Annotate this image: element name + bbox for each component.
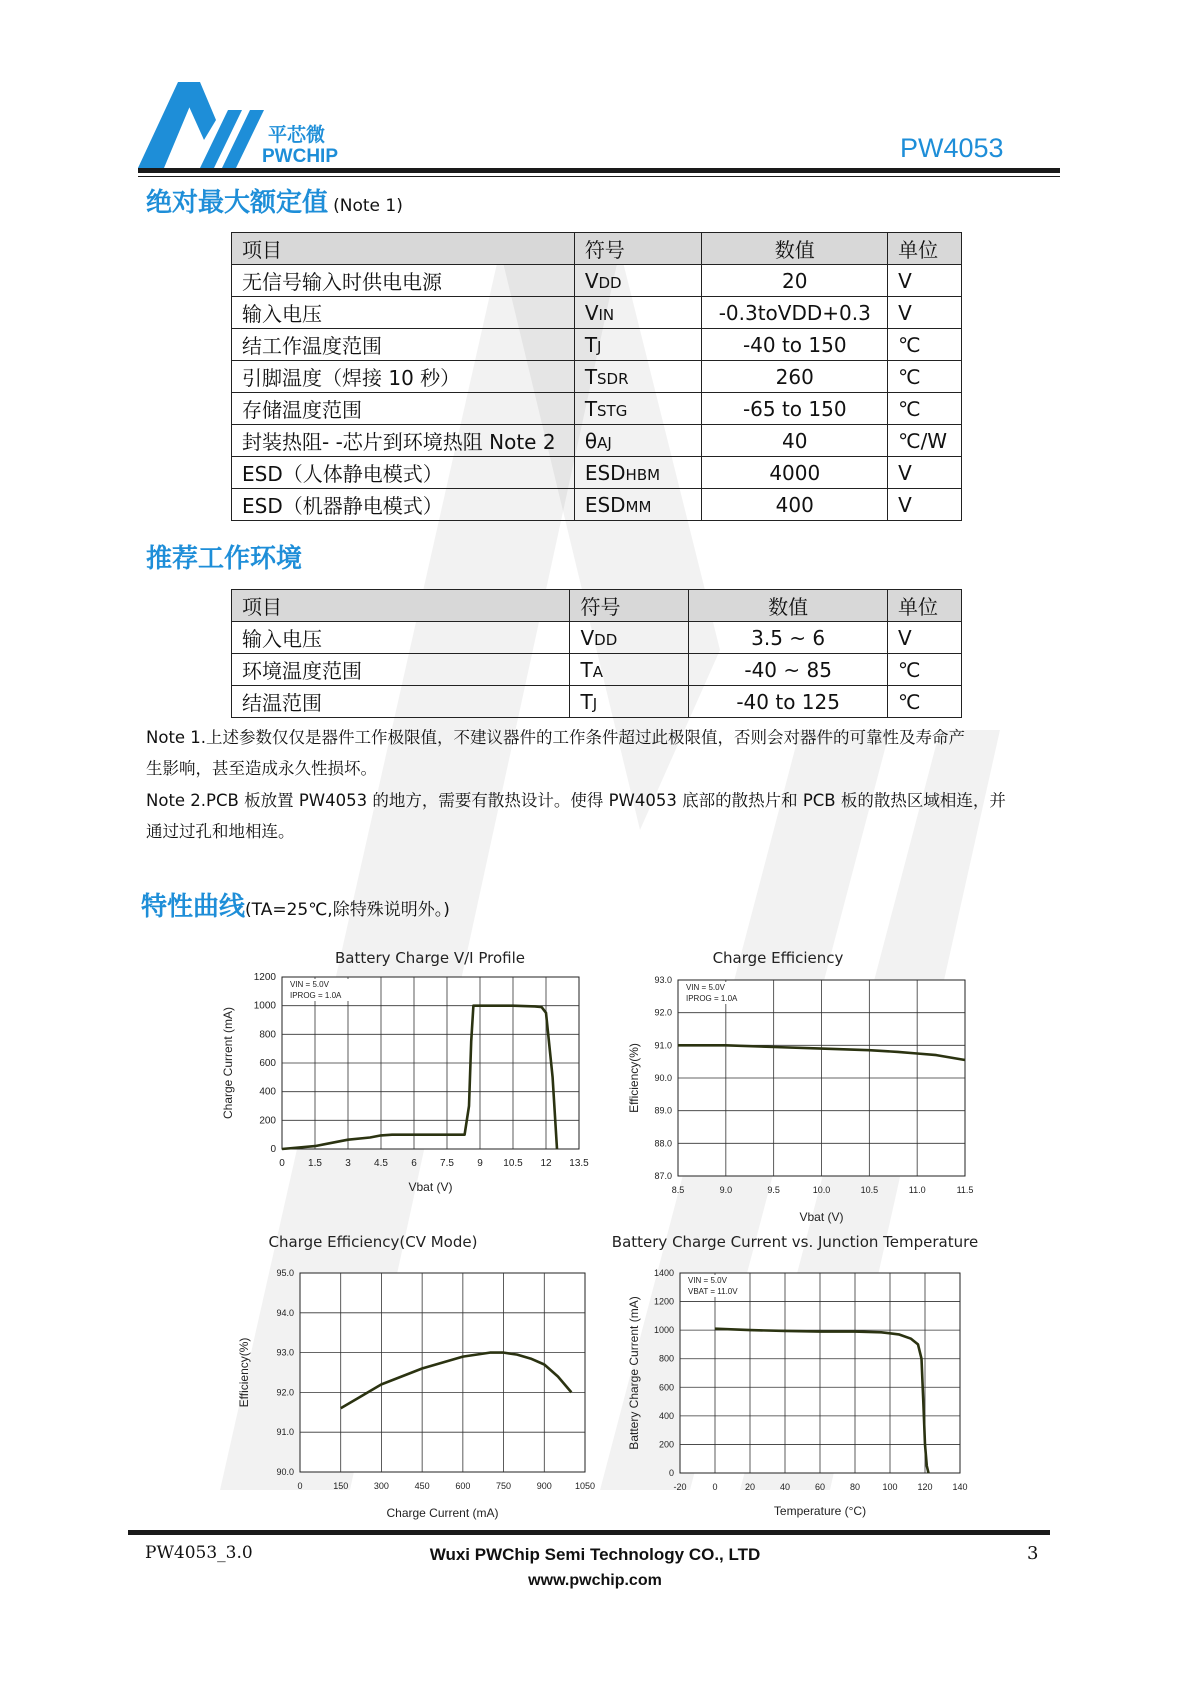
chart-efficiency-cv — [225, 1260, 610, 1530]
table-row — [232, 265, 962, 297]
cell-unit: ℃/W — [888, 425, 962, 457]
x-tick-label: 9 — [477, 1158, 483, 1169]
x-tick-label: 1050 — [574, 1481, 596, 1491]
y-tick-label: 93.0 — [654, 975, 672, 985]
rec-op-title: 推荐工作环境 — [146, 544, 303, 574]
y-tick-label: 600 — [658, 1382, 674, 1393]
x-tick-label: 20 — [744, 1482, 756, 1492]
x-tick-label: -20 — [673, 1482, 687, 1492]
annotation-text: VIN = 5.0V — [290, 980, 329, 989]
abs-max-table — [231, 232, 962, 521]
cell-symbol — [570, 654, 689, 686]
x-tick-label: 11.0 — [908, 1185, 926, 1195]
y-tick-label: 90.0 — [654, 1073, 672, 1083]
table-row — [232, 329, 962, 361]
curves-title: 特性曲线 — [141, 892, 246, 922]
x-tick-label: 120 — [917, 1482, 933, 1492]
cell-item: 环境温度范围 — [232, 654, 570, 686]
curves-subtitle: (TA=25℃,除特殊说明外。) — [245, 900, 450, 920]
y-tick-label: 1400 — [653, 1268, 674, 1278]
x-tick-label: 1.5 — [308, 1158, 322, 1169]
annotation-text: VBAT = 11.0V — [688, 1287, 738, 1296]
table-row — [232, 654, 962, 686]
company-logo — [138, 80, 268, 170]
x-tick-label: 300 — [373, 1481, 389, 1491]
chart1-title: Battery Charge V/I Profile — [334, 949, 526, 967]
cell-unit: ℃ — [888, 361, 962, 393]
chart-vi-profile — [200, 965, 600, 1225]
cell-unit: ℃ — [888, 654, 962, 686]
col-unit: 单位 — [888, 590, 962, 622]
col-symbol: 符号 — [574, 233, 702, 265]
header-rule-thin — [138, 176, 1060, 177]
col-unit: 单位 — [888, 233, 962, 265]
footer-url: www.pwchip.com — [528, 1572, 662, 1589]
cell-value: 260 — [702, 361, 888, 393]
col-item: 项目 — [232, 590, 570, 622]
x-tick-label: 150 — [333, 1481, 349, 1491]
cell-unit: V — [888, 622, 962, 654]
symbol-subscript: J — [592, 694, 598, 713]
table-row — [232, 686, 962, 718]
annotation-text: VIN = 5.0V — [688, 1276, 727, 1285]
annotation-text: VIN = 5.0V — [686, 983, 725, 992]
cell-unit: ℃ — [888, 686, 962, 718]
annotation-text: IPROG = 1.0A — [290, 991, 342, 1000]
x-tick-label: 80 — [849, 1482, 861, 1492]
cell-value: -0.3toVDD+0.3 — [702, 297, 888, 329]
x-tick-label: 0 — [297, 1481, 303, 1491]
chart3-title: Charge Efficiency(CV Mode) — [268, 1233, 478, 1251]
cell-value: -65 to 150 — [702, 393, 888, 425]
cell-item: 引脚温度（焊接 10 秒） — [232, 361, 575, 393]
symbol-main: V — [584, 268, 599, 293]
rec-op-table — [231, 589, 962, 718]
x-tick-label: 0 — [712, 1482, 718, 1492]
table-row — [232, 297, 962, 329]
note2-line1: Note 2.PCB 板放置 PW4053 的地方，需要有散热设计。使得 PW4053 底部的散热片和 PCB 板的散热区域相连，并 — [146, 791, 1006, 810]
x-tick-label: 10.5 — [860, 1185, 879, 1195]
rec-op-heading — [146, 538, 302, 575]
x-tick-label: 0 — [279, 1158, 285, 1169]
cell-unit: V — [888, 265, 962, 297]
col-value: 数值 — [689, 590, 888, 622]
y-tick-label: 0 — [270, 1144, 276, 1155]
cell-item: ESD（人体静电模式） — [232, 457, 575, 489]
cell-symbol — [574, 425, 702, 457]
chart4-title: Battery Charge Current vs. Junction Temperature — [611, 1233, 979, 1251]
x-tick-label: 10.5 — [503, 1158, 523, 1169]
cell-unit: ℃ — [888, 393, 962, 425]
x-tick-label: 11.5 — [956, 1185, 974, 1195]
x-tick-label: 450 — [414, 1481, 430, 1491]
note1-line1: Note 1.上述参数仅仅是器件工作极限值，不建议器件的工作条件超过此极限值，否则会对器件的可靠性及寿命产 — [146, 728, 966, 747]
symbol-main: V — [580, 625, 595, 650]
x-tick-label: 750 — [496, 1481, 512, 1491]
abs-max-heading — [146, 182, 403, 219]
y-tick-label: 1200 — [653, 1296, 674, 1307]
cell-value: 3.5 ~ 6 — [689, 622, 888, 654]
note2-line2: 通过过孔和地相连。 — [146, 822, 295, 841]
cell-value: -40 to 150 — [702, 329, 888, 361]
x-tick-label: 100 — [882, 1482, 898, 1492]
footer-rule — [128, 1530, 1050, 1535]
y-tick-label: 200 — [658, 1439, 674, 1450]
cell-value: 4000 — [702, 457, 888, 489]
y-tick-label: 200 — [259, 1115, 276, 1127]
cell-value: -40 ~ 85 — [689, 654, 888, 686]
footer-doc-id: PW4053_3.0 — [145, 1543, 253, 1563]
footer-page-number: 3 — [1027, 1543, 1039, 1564]
y-tick-label: 400 — [259, 1086, 276, 1098]
symbol-main: ESD — [584, 492, 626, 517]
y-tick-label: 87.0 — [654, 1171, 672, 1181]
y-tick-label: 400 — [658, 1410, 674, 1421]
y-tick-label: 95.0 — [276, 1268, 294, 1278]
table-row — [232, 393, 962, 425]
header-rule-thick — [138, 168, 1060, 173]
col-item: 项目 — [232, 233, 575, 265]
y-axis-label: Charge Current (mA) — [221, 1006, 235, 1120]
symbol-subscript: A — [592, 662, 603, 681]
y-tick-label: 800 — [259, 1029, 276, 1041]
cell-symbol — [574, 393, 702, 425]
cell-item: ESD（机器静电模式） — [232, 489, 575, 521]
col-value: 数值 — [702, 233, 888, 265]
symbol-subscript: DD — [598, 273, 622, 292]
x-tick-label: 9.0 — [719, 1185, 733, 1195]
symbol-main: T — [580, 657, 593, 682]
cell-unit: V — [888, 297, 962, 329]
table-row — [232, 425, 962, 457]
abs-max-title: 绝对最大额定值 — [146, 188, 329, 218]
cell-value: 40 — [702, 425, 888, 457]
logo-text-chinese: 平芯微 — [268, 124, 326, 146]
note1-line2: 生影响，甚至造成永久性损坏。 — [146, 759, 377, 778]
y-tick-label: 92.0 — [654, 1007, 672, 1018]
symbol-subscript: J — [597, 337, 602, 356]
y-tick-label: 800 — [658, 1353, 674, 1364]
symbol-main: T — [584, 396, 598, 421]
cell-unit: ℃ — [888, 329, 962, 361]
cell-symbol — [574, 489, 702, 521]
cell-item: 结工作温度范围 — [232, 329, 575, 361]
cell-symbol — [574, 329, 702, 361]
cell-value: -40 to 125 — [689, 686, 888, 718]
y-tick-label: 91.0 — [654, 1040, 672, 1051]
curves-heading — [141, 886, 450, 923]
x-tick-label: 60 — [814, 1482, 826, 1492]
y-tick-label: 88.0 — [654, 1138, 672, 1149]
cell-symbol — [574, 457, 702, 489]
x-tick-label: 8.5 — [671, 1185, 685, 1195]
y-tick-label: 89.0 — [654, 1105, 672, 1116]
symbol-subscript: IN — [598, 305, 615, 324]
symbol-subscript: STG — [597, 401, 628, 420]
cell-unit: V — [888, 489, 962, 521]
symbol-main: T — [580, 689, 593, 714]
x-tick-label: 6 — [411, 1158, 417, 1169]
cell-item: 输入电压 — [232, 622, 570, 654]
x-axis-label: Temperature (°C) — [773, 1504, 867, 1518]
x-tick-label: 900 — [536, 1481, 552, 1491]
y-tick-label: 0 — [668, 1468, 674, 1478]
symbol-main: T — [584, 332, 598, 357]
y-tick-label: 600 — [259, 1058, 276, 1069]
x-tick-label: 10.0 — [812, 1185, 831, 1195]
cell-symbol — [574, 361, 702, 393]
symbol-subscript: AJ — [597, 433, 612, 452]
symbol-subscript: HBM — [625, 465, 661, 484]
x-axis-label: Vbat (V) — [408, 1180, 453, 1194]
x-tick-label: 9.5 — [767, 1185, 780, 1195]
symbol-subscript: DD — [594, 630, 618, 649]
x-tick-label: 3 — [345, 1158, 351, 1169]
y-tick-label: 1000 — [253, 1000, 276, 1012]
y-tick-label: 1200 — [253, 972, 276, 983]
symbol-main: V — [584, 300, 599, 325]
chart-efficiency — [605, 965, 975, 1233]
x-axis-label: Vbat (V) — [799, 1210, 844, 1224]
table-row — [232, 622, 962, 654]
x-tick-label: 600 — [455, 1481, 471, 1491]
cell-item: 结温范围 — [232, 686, 570, 718]
symbol-main: θ — [584, 428, 598, 453]
cell-symbol — [570, 622, 689, 654]
symbol-subscript: SDR — [597, 369, 629, 388]
cell-item: 存储温度范围 — [232, 393, 575, 425]
y-tick-label: 91.0 — [276, 1427, 294, 1438]
y-tick-label: 94.0 — [276, 1307, 294, 1318]
cell-item: 输入电压 — [232, 297, 575, 329]
cell-value: 20 — [702, 265, 888, 297]
table-header-row — [232, 590, 962, 622]
x-tick-label: 7.5 — [440, 1158, 454, 1169]
table-row — [232, 489, 962, 521]
symbol-main: ESD — [584, 460, 626, 485]
annotation-text: IPROG = 1.0A — [686, 994, 738, 1003]
table-row — [232, 457, 962, 489]
logo-text-english: PWCHIP — [262, 146, 338, 167]
y-tick-label: 93.0 — [276, 1347, 294, 1358]
x-tick-label: 13.5 — [569, 1158, 589, 1169]
chart2-title: Charge Efficiency — [712, 949, 844, 967]
y-axis-label: Efficiency(%) — [627, 1043, 641, 1113]
cell-symbol — [570, 686, 689, 718]
chart-current-vs-temp — [610, 1260, 980, 1532]
cell-unit: V — [888, 457, 962, 489]
y-tick-label: 92.0 — [276, 1387, 294, 1398]
cell-item: 无信号输入时供电电源 — [232, 265, 575, 297]
x-tick-label: 40 — [779, 1482, 791, 1492]
cell-symbol — [574, 297, 702, 329]
header-part-number: PW4053 — [900, 133, 1004, 163]
x-axis-label: Charge Current (mA) — [386, 1506, 499, 1520]
y-axis-label: Efficiency(%) — [237, 1337, 251, 1408]
cell-value: 400 — [702, 489, 888, 521]
x-tick-label: 12 — [540, 1158, 552, 1169]
x-tick-label: 4.5 — [374, 1158, 388, 1169]
col-symbol: 符号 — [570, 590, 689, 622]
plot-frame — [300, 1273, 585, 1472]
y-tick-label: 1000 — [653, 1325, 674, 1336]
cell-symbol — [574, 265, 702, 297]
symbol-main: T — [584, 364, 598, 389]
table-row — [232, 361, 962, 393]
abs-max-note: (Note 1) — [333, 196, 403, 216]
footer-company: Wuxi PWChip Semi Technology CO., LTD — [429, 1545, 761, 1564]
y-tick-label: 90.0 — [276, 1467, 294, 1477]
table-header-row — [232, 233, 962, 265]
cell-item: 封装热阻- -芯片到环境热阻 Note 2 — [232, 425, 575, 457]
y-axis-label: Battery Charge Current (mA) — [627, 1296, 641, 1450]
symbol-subscript: MM — [625, 497, 652, 516]
x-tick-label: 140 — [952, 1482, 968, 1492]
